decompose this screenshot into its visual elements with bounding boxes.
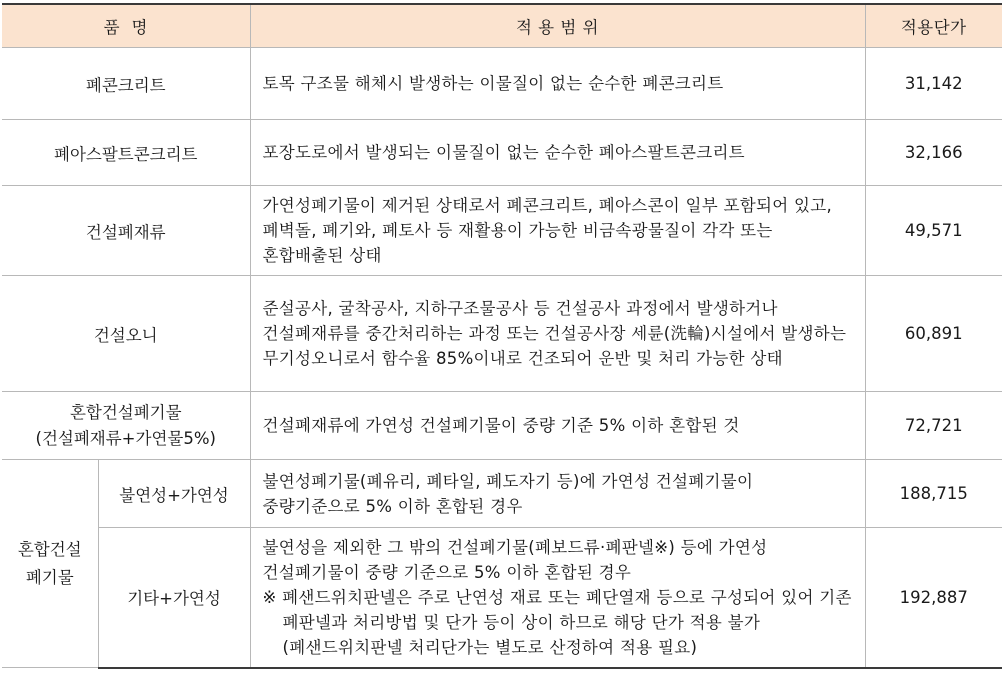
item-price: 188,715 [865, 460, 1002, 528]
item-price: 72,721 [865, 392, 1002, 460]
item-name-line2: (건설폐재류+가연물5%) [35, 428, 216, 448]
table-row [2, 120, 1002, 186]
item-desc: 토목 구조물 해체시 발생하는 이물질이 없는 순수한 폐콘크리트 [250, 48, 865, 120]
item-name-line1: 혼합건설폐기물 [69, 402, 182, 422]
table-row [2, 186, 1002, 276]
item-desc [250, 528, 865, 668]
header-scope: 적 용 범 위 [250, 4, 865, 48]
sub-item-name: 불연성+가연성 [98, 460, 250, 528]
item-desc-note: ※ 폐샌드위치판넬은 주로 난연성 재료 또는 폐단열재 등으로 구성되어 있어 기존 폐판넬과 처리방법 및 단가 등이 상이 하므로 해당 단가 적용 불가(폐샌드위치판넬 처리단가는 별도로 산정하여 적용 필요) [262, 587, 852, 657]
item-name: 폐아스팔트콘크리트 [2, 120, 250, 186]
item-desc: 준설공사, 굴착공사, 지하구조물공사 등 건설공사 과정에서 발생하거나 건설폐재류를 중간처리하는 과정 또는 건설공사장 세륜(洗輪)시설에서 발생하는 무기성오니로서 함수율 85%이내로 건조되어 운반 및 처리 가능한 상태 [250, 276, 865, 392]
item-price: 49,571 [865, 186, 1002, 276]
item-desc: 포장도로에서 발생되는 이물질이 없는 순수한 폐아스팔트콘크리트 [250, 120, 865, 186]
item-price: 32,166 [865, 120, 1002, 186]
header-name: 품 명 [2, 4, 250, 48]
item-name: 건설오니 [2, 276, 250, 392]
item-price: 192,887 [865, 528, 1002, 668]
item-price: 60,891 [865, 276, 1002, 392]
item-price: 31,142 [865, 48, 1002, 120]
item-desc-main: 불연성을 제외한 그 밖의 건설폐기물(폐보드류·폐판넬※) 등에 가연성 건설폐기물이 중량 기준으로 5% 이하 혼합된 경우 [262, 537, 768, 582]
item-name: 건설폐재류 [2, 186, 250, 276]
item-name [2, 392, 250, 460]
table-row [2, 48, 1002, 120]
table-row [2, 460, 1002, 528]
item-name: 폐콘크리트 [2, 48, 250, 120]
table-row [2, 528, 1002, 668]
group-name-line1: 혼합건설 [17, 539, 82, 559]
price-table [2, 3, 1002, 669]
item-desc: 불연성폐기물(폐유리, 폐타일, 폐도자기 등)에 가연성 건설폐기물이 중량기준으로 5% 이하 혼합된 경우 [250, 460, 865, 528]
table-header-row [2, 4, 1002, 48]
group-name [2, 460, 98, 668]
table-row [2, 392, 1002, 460]
header-price: 적용단가 [865, 4, 1002, 48]
group-name-line2: 폐기물 [25, 567, 74, 587]
sub-item-name: 기타+가연성 [98, 528, 250, 668]
item-desc: 가연성폐기물이 제거된 상태로서 폐콘크리트, 폐아스콘이 일부 포함되어 있고, 폐벽돌, 폐기와, 폐토사 등 재활용이 가능한 비금속광물질이 각각 또는 혼합배출된 상태 [250, 186, 865, 276]
item-desc: 건설폐재류에 가연성 건설폐기물이 중량 기준 5% 이하 혼합된 것 [250, 392, 865, 460]
table-row [2, 276, 1002, 392]
